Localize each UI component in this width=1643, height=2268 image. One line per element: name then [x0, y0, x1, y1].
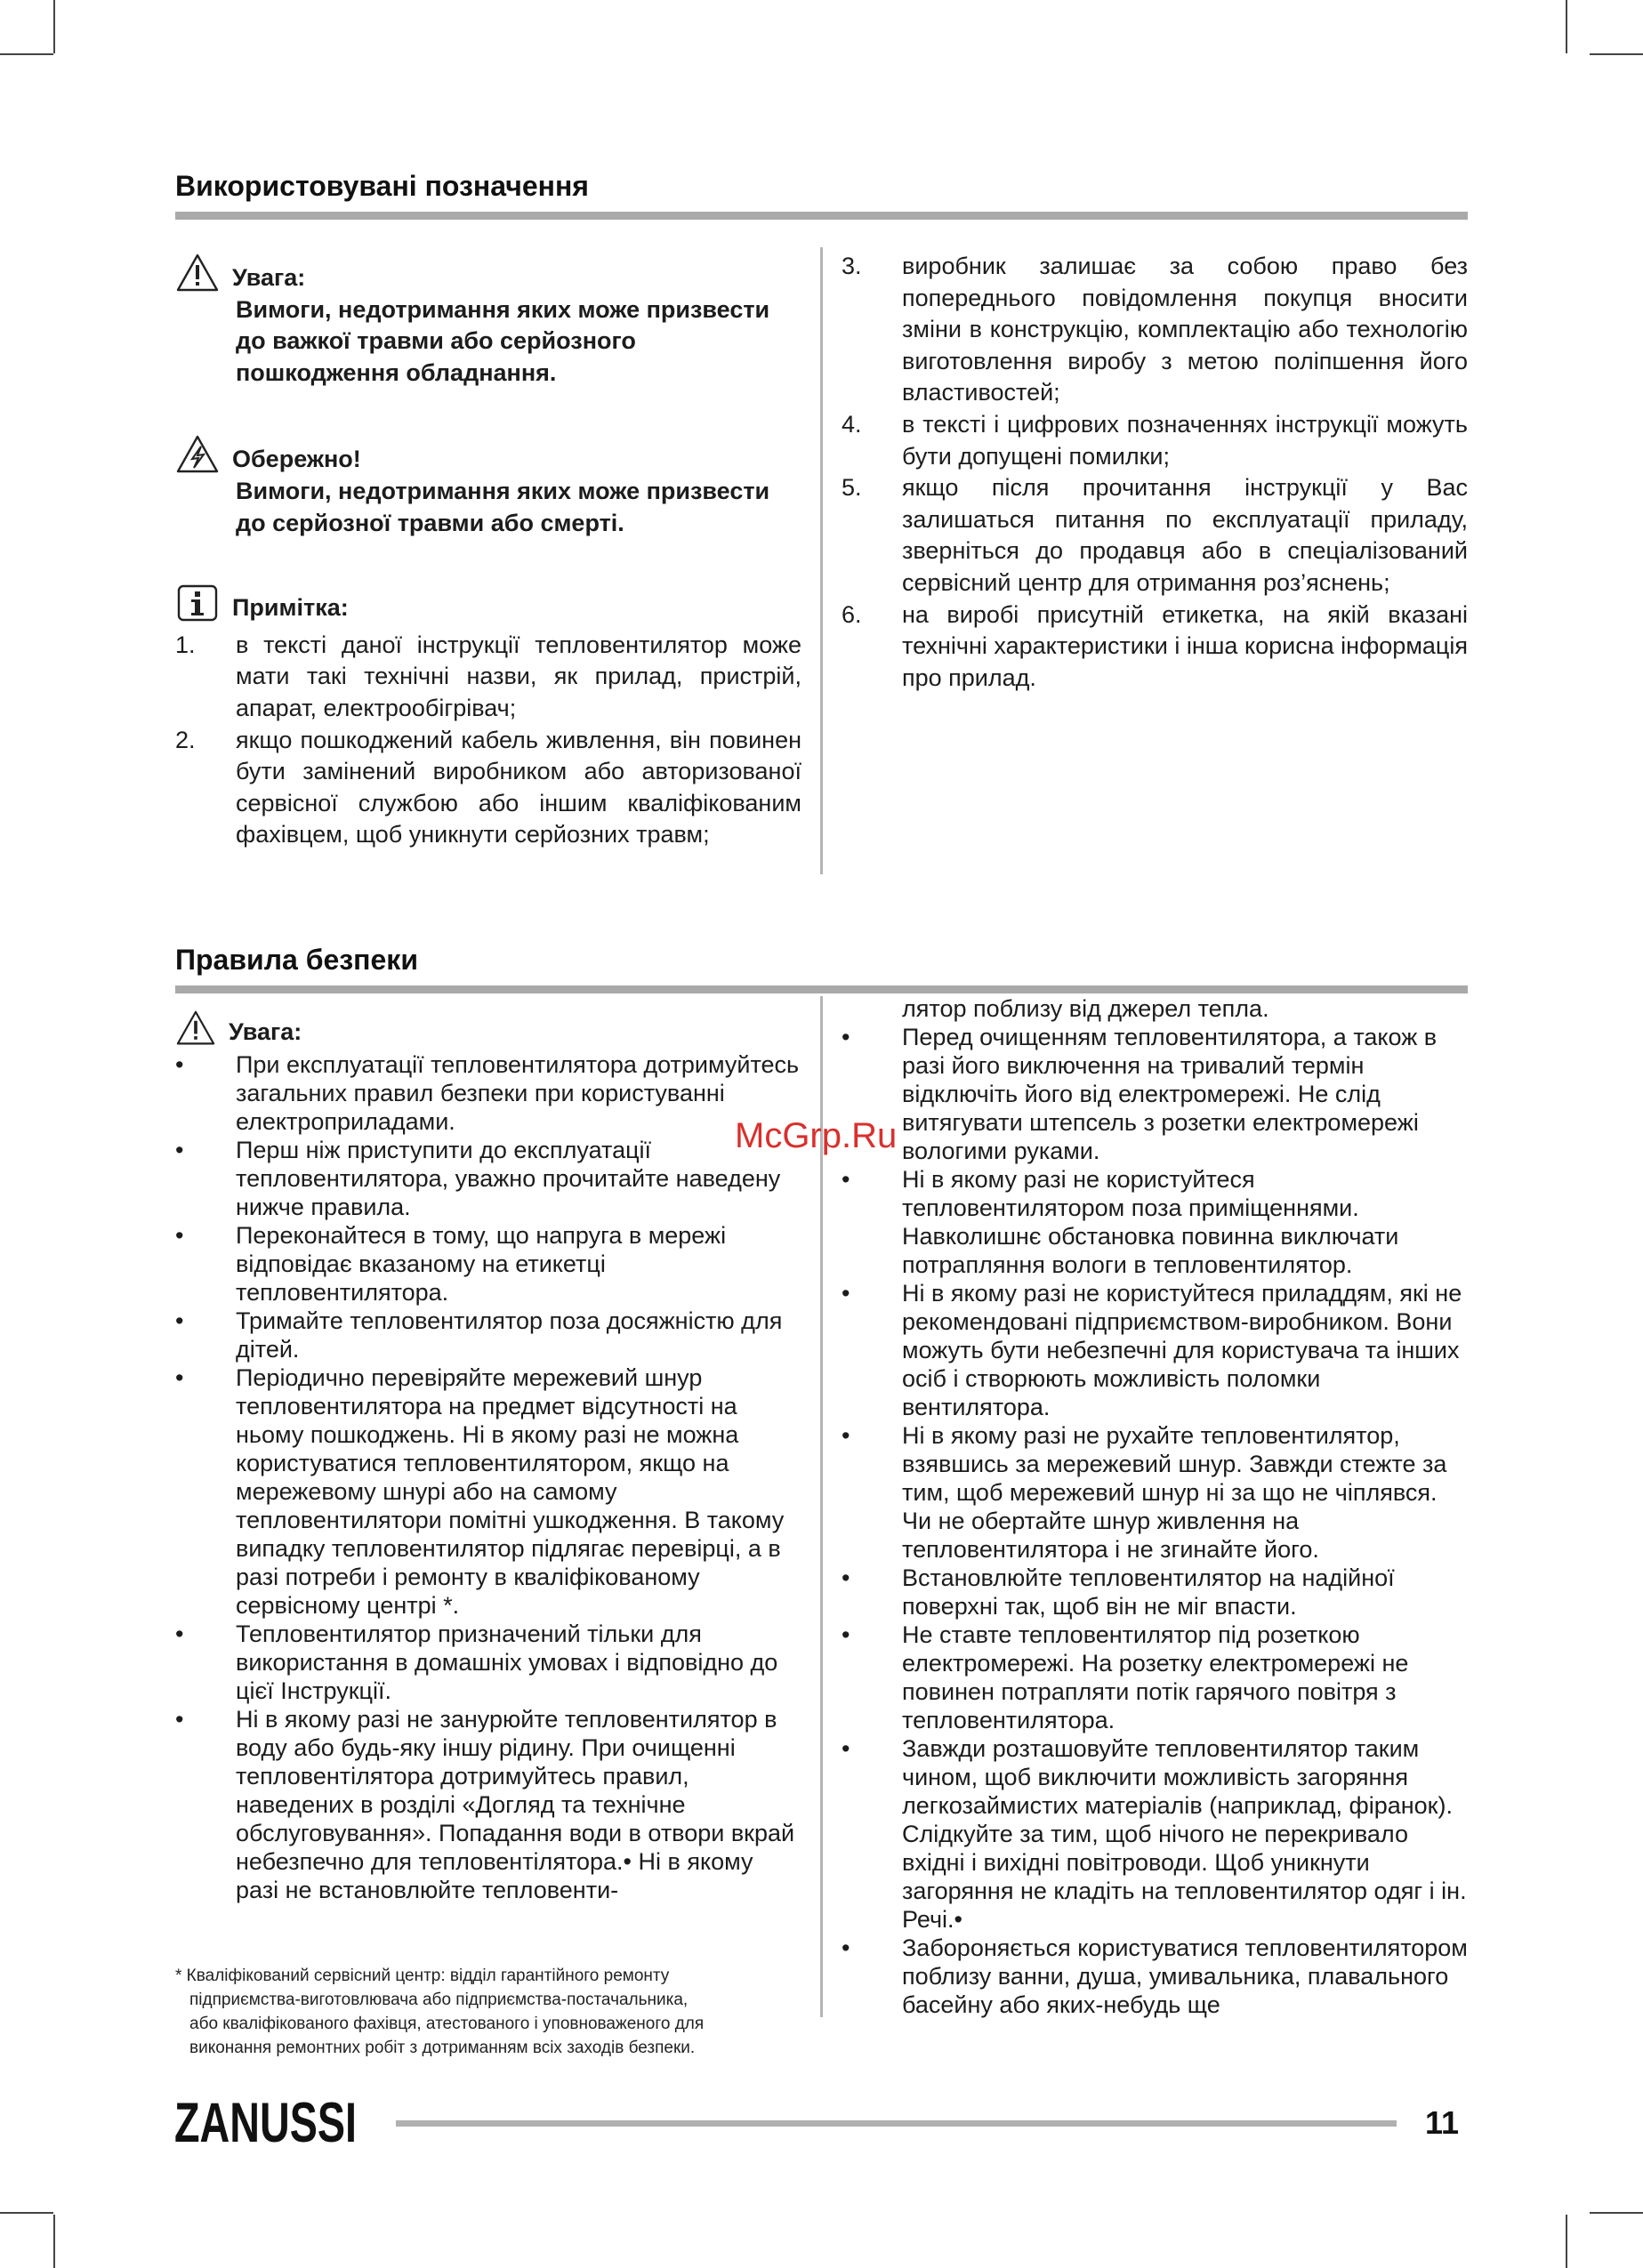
warning-notice: [175, 252, 801, 294]
list-item: • Не ставте тепловентилятор під розеткою електромережі. На розетку електромережі не повинен потрапляти потік гарячого повітря з тепловентилятора.: [842, 1621, 1409, 1733]
list-item: • Ні в якому разі не користуйтеся приладдям, які не рекомендовані підприємством-виробником. Вони можуть бути небезпечні для користувача та інших осіб і створюють можливість поломки вентилятора.: [842, 1280, 1462, 1420]
safety-list-right: [842, 1023, 1468, 2019]
watermark: McGrp.Ru: [735, 1116, 898, 1155]
list-item: • Тримайте тепловентилятор поза досяжністю для дітей.: [175, 1307, 783, 1363]
note-notice: [175, 582, 801, 624]
list-item: • Ні в якому разі не занурюйте тепловентилятор в воду або будь-яку іншу рідину. При очищенні тепловентілятора дотримуйтесь правил, наведених в розділі «Догляд та технічне обслуговування». Попадання води в отвори вкрай небезпечно для тепловентілятора.• Ні в якому разі не встановлюйте тепловенти-: [175, 1705, 795, 1903]
list-item: • Встановлюйте тепловентилятор на надійної поверхні так, щоб він не міг впасти.: [842, 1564, 1395, 1620]
crop-mark: [1566, 0, 1567, 53]
list-item: • Перед очищенням тепловентилятора, а також в разі його виключення на тривалий термін відключіть його від електромережі. Не слід витягувати штепсель з розетки електромережі вологими руками.: [842, 1024, 1438, 1164]
crop-mark: [1590, 53, 1643, 55]
safety-warning-label: Увага:: [229, 1018, 302, 1045]
safety-warning-notice: [175, 1008, 801, 1049]
bullet: •: [842, 1280, 850, 1307]
safety-left-column: [175, 1008, 801, 1904]
electric-hazard-icon: [175, 434, 220, 475]
warning-triangle-icon: [175, 1009, 216, 1047]
info-icon: [175, 583, 220, 623]
brand-logo: [174, 2092, 357, 2154]
list-item: • Забороняється користуватися тепловентилятором поблизу ванни, душа, умивальника, плавального басейну або яких-небудь ще: [842, 1934, 1468, 2018]
bullet: •: [842, 1934, 850, 1961]
continuation-text: лятор поблизу від джерел тепла.: [902, 995, 1269, 1022]
list-item: • Тепловентилятор призначений тільки для використання в домашніх умовах і відповідно до цієї Інструкції.: [175, 1620, 778, 1704]
footnote-line: підприємства-виготовлювача або підприємства-постачальника,: [189, 1991, 689, 2009]
section-rule: [175, 212, 1468, 220]
list-item: • Перш ніж приступити до експлуатації тепловентилятора, уважно прочитайте наведену нижче правила.: [175, 1136, 781, 1220]
list-item: 4. в тексті і цифрових позначеннях інструкції можуть бути допущені помилки;: [842, 410, 1468, 470]
page-number: 11: [1425, 2104, 1460, 2141]
note-label: Примітка:: [232, 594, 349, 622]
footnote-line: виконання ремонтних робіт з дотриманням всіх заходів безпеки.: [189, 2039, 696, 2057]
footnote-line: * Кваліфікований сервісний центр: відділ гарантійного ремонту: [175, 1966, 670, 1985]
list-item: 3. виробник залишає за собою право без попереднього повідомлення покупця вносити зміни в конструкцію, комплектацію або технологію виготовлення виробу з метою поліпшення його властивостей;: [842, 253, 1468, 406]
bullet: •: [842, 1024, 850, 1050]
bullet: •: [175, 1221, 184, 1249]
warning-text: Вимоги, недотримання яких може призвести до важкої травми або серйозного пошкодження обладнання.: [236, 295, 770, 386]
crop-mark: [1566, 2215, 1567, 2268]
list-item: 2. якщо пошкоджений кабель живлення, він повинен бути замінений виробником або авторизованої сервісної службою або іншим кваліфікованим фахівцем, щоб уникнути серйозних травм;: [175, 726, 801, 848]
section-title-symbols: Використовувані позначення: [175, 170, 589, 202]
list-item: 6. на виробі присутній етикетка, на якій вказані технічні характеристики і інша корисна інформація про прилад.: [842, 600, 1468, 691]
safety-right-column: [842, 994, 1468, 2019]
bullet: •: [842, 1735, 850, 1762]
caution-text: Вимоги, недотримання яких може призвести до серйозної травми або смерті.: [236, 477, 770, 536]
footer-rule: [396, 2120, 1397, 2127]
list-item: • Ні в якому разі не рухайте тепловентилятор, взявшись за мережевий шнур. Завжди стежте за тим, щоб мережевий шнур ні за що не чіплявся. Чи не обертайте шнур живлення на тепловентилятора і не згинайте його.: [842, 1422, 1447, 1563]
symbols-right-column: [842, 251, 1468, 694]
column-divider: [820, 247, 823, 874]
bullet: •: [175, 1705, 184, 1733]
bullet: •: [842, 1564, 850, 1591]
section-rule: [175, 985, 1468, 993]
caution-notice: [175, 433, 801, 476]
list-item: • При експлуатації тепловентилятора дотримуйтесь загальних правил безпеки при користуванні електроприладами.: [175, 1050, 800, 1135]
crop-mark: [53, 0, 55, 53]
bullet: •: [175, 1620, 184, 1647]
list-item: 5. якщо після прочитання інструкції у Вас залишаться питання по експлуатації приладу, зверніться до продавця або в спеціалізований сервісний центр для отримання роз’яснень;: [842, 474, 1468, 596]
section-title-safety: Правила безпеки: [175, 944, 418, 976]
crop-mark: [0, 53, 53, 55]
list-item: • Ні в якому разі не користуйтеся тепловентилятором поза приміщеннями. Навколишнє обстановка повинна виключати потрапляння вологи в тепловентилятор.: [842, 1166, 1399, 1278]
crop-mark: [0, 2212, 53, 2214]
bullet: •: [842, 1621, 850, 1648]
list-item: • Завжди розташовуйте тепловентилятор таким чином, щоб виключити можливість загоряння легкозаймистих матеріалів (наприклад, фіранок). Слідкуйте за тим, щоб нічого не перекривало вхідні і вихідні повітроводи. Щоб уникнути загоряння не кладіть на тепловентилятор одяг і ін. Речі.•: [842, 1735, 1467, 1933]
footnote-line: або кваліфікованого фахівця, атестованого і уповноваженого для: [189, 2015, 705, 2033]
footnote: [175, 1964, 802, 2060]
brand-logo-text: ZANUSSI: [174, 2092, 357, 2154]
list-item: 1. в тексті даної інструкції тепловентилятор може мати такі технічні назви, як прилад, пристрій, апарат, електрообігрівач;: [175, 631, 801, 721]
bullet: •: [175, 1307, 184, 1334]
caution-label: Обережно!: [232, 446, 361, 473]
warning-label: Увага:: [232, 264, 306, 291]
note-list-left: [175, 630, 801, 851]
list-item: • Переконайтеся в тому, що напруга в мережі відповідає вказаному на етикетці тепловентилятора.: [175, 1221, 727, 1306]
bullet: •: [175, 1136, 184, 1163]
bullet: •: [175, 1050, 184, 1078]
crop-mark: [1590, 2212, 1643, 2214]
bullet: •: [842, 1422, 850, 1449]
note-list-right: [842, 251, 1468, 694]
safety-list-left: [175, 1050, 801, 1904]
list-item: • Періодично перевіряйте мережевий шнур тепловентилятора на предмет відсутності на ньому пошкоджень. Ні в якому разі не можна користуватися тепловентилятором, якщо на мережевому шнурі або на самому тепловентилятори помітні ушкодження. В такому випадку тепловентилятор підлягає перевірці, а в разі потреби і ремонту в кваліфікованому сервісному центрі *.: [175, 1363, 785, 1619]
crop-mark: [53, 2215, 55, 2268]
bullet: •: [842, 1166, 850, 1193]
bullet: •: [175, 1363, 184, 1391]
warning-triangle-icon: [175, 253, 220, 294]
symbols-left-column: [175, 252, 801, 851]
